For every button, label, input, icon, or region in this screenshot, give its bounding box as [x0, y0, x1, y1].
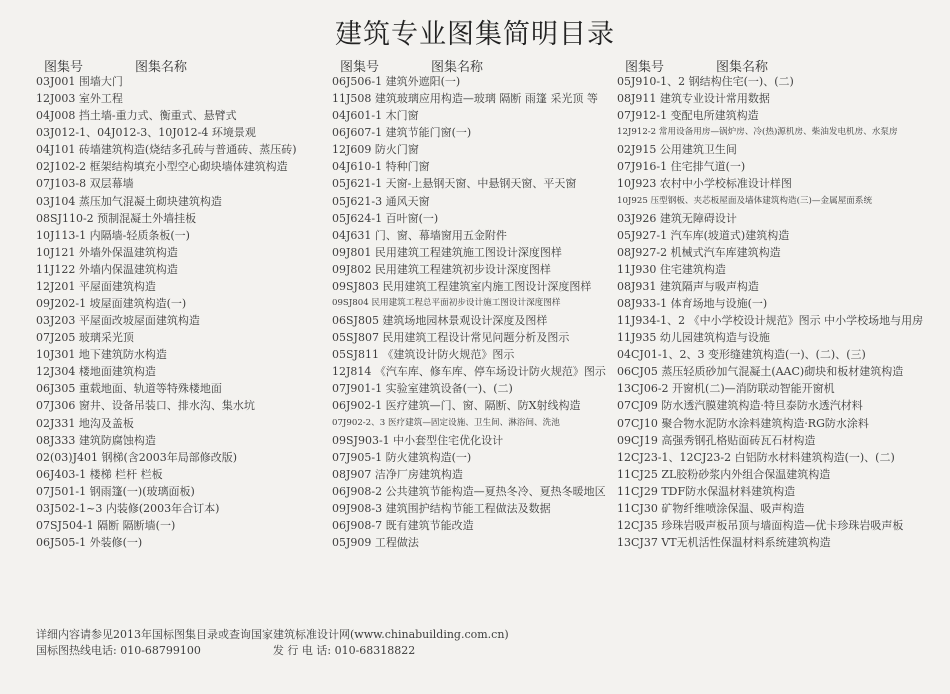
- catalog-entry: 09J202-1 坡屋面建筑构造(一): [36, 297, 187, 311]
- column-header: [36, 56, 326, 73]
- catalog-entry: 11J122 外墙内保温建筑构造: [36, 262, 178, 276]
- catalog-entry: 06J403-1 楼梯 栏杆 栏板: [36, 467, 163, 481]
- catalog-entry: 07J902-2、3 医疗建筑—固定设施、卫生间、淋浴间、洗池: [332, 417, 560, 428]
- page-title: 建筑专业图集简明目录: [335, 19, 615, 50]
- catalog-entry: 05J624-1 百叶窗(一): [332, 211, 439, 225]
- catalog-entry: 05J909 工程做法: [332, 536, 419, 550]
- catalog-entry: 08J333 建筑防腐蚀构造: [36, 433, 156, 447]
- catalog-entry: 04J610-1 特种门窗: [332, 160, 430, 174]
- catalog-entry: 10J121 外墙外保温建筑构造: [36, 245, 178, 259]
- catalog-entry: 04CJ01-1、2、3 变形缝建筑构造(一)、(二)、(三): [617, 348, 866, 362]
- catalog-entry: 13CJ37 VT无机活性保温材料系统建筑构造: [617, 536, 831, 550]
- catalog-entry: 07J901-1 实验室建筑设备(一)、(二): [332, 382, 513, 396]
- catalog-entry: 12J003 室外工程: [36, 92, 123, 106]
- catalog-entry: 08J933-1 体育场地与设施(一): [617, 297, 768, 311]
- header-number: 图集号: [625, 60, 665, 75]
- catalog-entry: 04J008 挡土墙-重力式、衡重式、悬臂式: [36, 109, 237, 123]
- catalog-entry: 10J113-1 内隔墙-轻质条板(一): [36, 228, 190, 242]
- catalog-entry: 09J908-3 建筑围护结构节能工程做法及数据: [332, 501, 551, 515]
- catalog-entry: 08J927-2 机械式汽车库建筑构造: [617, 245, 781, 259]
- header-name: 图集名称: [135, 60, 188, 75]
- catalog-entry: 09J801 民用建筑工程建筑施工图设计深度图样: [332, 245, 562, 259]
- catalog-entry: 12CJ23-1、12CJ23-2 白铝防水材料建筑构造(一)、(二): [617, 450, 895, 464]
- column-header: [617, 56, 927, 73]
- catalog-entry: 09J802 民用建筑工程建筑初步设计深度图样: [332, 262, 551, 276]
- catalog-entry: 11CJ29 TDF防水保温材料建筑构造: [617, 484, 796, 498]
- catalog-entry: 05J621-3 通风天窗: [332, 194, 430, 208]
- catalog-list: [36, 73, 326, 551]
- catalog-entry: 07J501-1 钢雨篷(一)(玻璃面板): [36, 484, 195, 498]
- catalog-entry: 13CJ06-2 开窗机(二)—消防联动智能开窗机: [617, 382, 835, 396]
- catalog-entry: 11J935 幼儿园建筑构造与设施: [617, 331, 770, 345]
- catalog-entry: 03J001 围墙大门: [36, 75, 123, 88]
- catalog-entry: 07J905-1 防火建筑构造(一): [332, 450, 472, 464]
- hotline-text: 国标图热线电话: 010-68799100: [36, 644, 201, 657]
- catalog-entry: 06SJ805 建筑场地园林景观设计深度及图样: [332, 314, 548, 328]
- column-header: [332, 56, 614, 73]
- footer-website-note: 详细内容请参见2013年国标图集目录或查询国家建筑标准设计网(www.chinabuilding.com.cn): [36, 628, 509, 641]
- catalog-entry: 03J502-1~3 内装修(2003年合订本): [36, 501, 220, 515]
- catalog-entry: 05SJ811 《建筑设计防火规范》图示: [332, 348, 515, 362]
- sales-phone-text: 发 行 电 话: 010-68318822: [272, 644, 416, 657]
- catalog-entry: 08J931 建筑隔声与吸声构造: [617, 279, 759, 293]
- catalog-entry: 02J915 公用建筑卫生间: [617, 143, 737, 157]
- catalog-entry: 04J631 门、窗、幕墙窗用五金附件: [332, 228, 507, 242]
- catalog-entry: 06J908-2 公共建筑节能构造—夏热冬冷、夏热冬暖地区: [332, 484, 606, 498]
- catalog-entry: 12J814 《汽车库、修车库、停车场设计防火规范》图示: [332, 365, 606, 379]
- catalog-entry: 02J331 地沟及盖板: [36, 416, 134, 430]
- catalog-entry: 11CJ30 矿物纤维喷涂保温、吸声构造: [617, 501, 805, 515]
- catalog-entry: 09SJ803 民用建筑工程建筑室内施工图设计深度图样: [332, 279, 592, 293]
- catalog-entry: 04J101 砖墙建筑构造(烧结多孔砖与普通砖、蒸压砖): [36, 143, 297, 157]
- catalog-entry: 06J607-1 建筑节能门窗(一): [332, 126, 472, 140]
- header-number: 图集号: [44, 60, 84, 75]
- catalog-entry: 03J203 平屋面改坡屋面建筑构造: [36, 314, 200, 328]
- catalog-entry: 05J910-1、2 钢结构住宅(一)、(二): [617, 75, 794, 88]
- footer-phones: [36, 642, 415, 658]
- catalog-entry: 03J926 建筑无障碍设计: [617, 211, 737, 225]
- catalog-list: [617, 73, 927, 551]
- catalog-column-2: [332, 56, 614, 551]
- catalog-entry: 04J601-1 木门窗: [332, 109, 419, 123]
- catalog-entry: 07J103-8 双层幕墙: [36, 177, 134, 191]
- catalog-entry: 07SJ504-1 隔断 隔断墙(一): [36, 519, 176, 533]
- catalog-entry: 11CJ25 ZL胶粉砂浆内外组合保温建筑构造: [617, 467, 831, 481]
- catalog-entry: 07J912-1 变配电所建筑构造: [617, 109, 759, 123]
- catalog-entry: 06J902-1 医疗建筑—门、窗、隔断、防X射线构造: [332, 399, 581, 413]
- catalog-entry: 07CJ09 防水透汽膜建筑构造·特旦泰防水透汽材料: [617, 399, 863, 413]
- catalog-entry: 06CJ05 蒸压轻质砂加气混凝土(AAC)砌块和板材建筑构造: [617, 365, 904, 379]
- catalog-entry: 08J907 洁净厂房建筑构造: [332, 467, 463, 481]
- catalog-column-3: [617, 56, 927, 551]
- catalog-entry: 03J104 蒸压加气混凝土砌块建筑构造: [36, 194, 222, 208]
- catalog-entry: 12J201 平屋面建筑构造: [36, 279, 156, 293]
- catalog-entry: 07CJ10 聚合物水泥防水涂料建筑构造·RG防水涂料: [617, 416, 869, 430]
- catalog-entry: 12CJ35 珍珠岩吸声板吊顶与墙面构造—优卡珍珠岩吸声板: [617, 519, 904, 533]
- catalog-entry: 10J301 地下建筑防水构造: [36, 348, 167, 362]
- catalog-entry: 05J927-1 汽车库(坡道式)建筑构造: [617, 228, 790, 242]
- catalog-entry: 05J621-1 天窗-上悬钢天窗、中悬钢天窗、平天窗: [332, 177, 577, 191]
- catalog-entry: 06J505-1 外装修(一): [36, 536, 143, 550]
- header-number: 图集号: [340, 60, 380, 75]
- catalog-entry: 07J205 玻璃采光顶: [36, 331, 134, 345]
- catalog-entry: 11J934-1、2 《中小学校设计规范》图示 中小学校场地与用房: [617, 314, 924, 328]
- catalog-entry: 05SJ807 民用建筑工程设计常见问题分析及图示: [332, 331, 570, 345]
- header-name: 图集名称: [431, 60, 484, 75]
- catalog-entry: 08SJ110-2 预制混凝土外墙挂板: [36, 211, 197, 225]
- catalog-entry: 09SJ903-1 中小套型住宅优化设计: [332, 433, 504, 447]
- catalog-entry: 11J508 建筑玻璃应用构造—玻璃 隔断 雨篷 采光顶 等: [332, 92, 598, 106]
- catalog-entry: 10J923 农村中小学校标准设计样图: [617, 177, 792, 191]
- catalog-entry: 06J506-1 建筑外遮阳(一): [332, 75, 461, 88]
- catalog-entry: 02(03)J401 钢梯(含2003年局部修改版): [36, 450, 238, 464]
- catalog-list: [332, 73, 614, 551]
- catalog-entry: 10J925 压型钢板、夹芯板屋面及墙体建筑构造(三)—金属屋面系统: [617, 195, 873, 206]
- catalog-entry: 06J908-7 既有建筑节能改造: [332, 519, 474, 533]
- catalog-entry: 09SJ804 民用建筑工程总平面初步设计施工图设计深度图样: [332, 298, 561, 309]
- catalog-entry: 11J930 住宅建筑构造: [617, 262, 726, 276]
- catalog-entry: 02J102-2 框架结构填充小型空心砌块墙体建筑构造: [36, 160, 288, 174]
- catalog-entry: 03J012-1、04J012-3、10J012-4 环境景观: [36, 126, 256, 140]
- catalog-entry: 09CJ19 高强秀钢孔格贴面砖瓦石材构造: [617, 433, 816, 447]
- catalog-entry: 08J911 建筑专业设计常用数据: [617, 92, 770, 106]
- header-name: 图集名称: [716, 60, 769, 75]
- catalog-entry: 12J304 楼地面建筑构造: [36, 365, 156, 379]
- catalog-column-1: [36, 56, 326, 551]
- catalog-entry: 07J916-1 住宅排气道(一): [617, 160, 746, 174]
- catalog-entry: 12J609 防火门窗: [332, 143, 419, 157]
- catalog-entry: 12J912-2 常用设备用房—锅炉房、冷(热)源机房、柴油发电机房、水泵房: [617, 127, 898, 138]
- catalog-entry: 07J306 窗井、设备吊装口、排水沟、集水坑: [36, 399, 255, 413]
- catalog-entry: 06J305 重载地面、轨道等特殊楼地面: [36, 382, 222, 396]
